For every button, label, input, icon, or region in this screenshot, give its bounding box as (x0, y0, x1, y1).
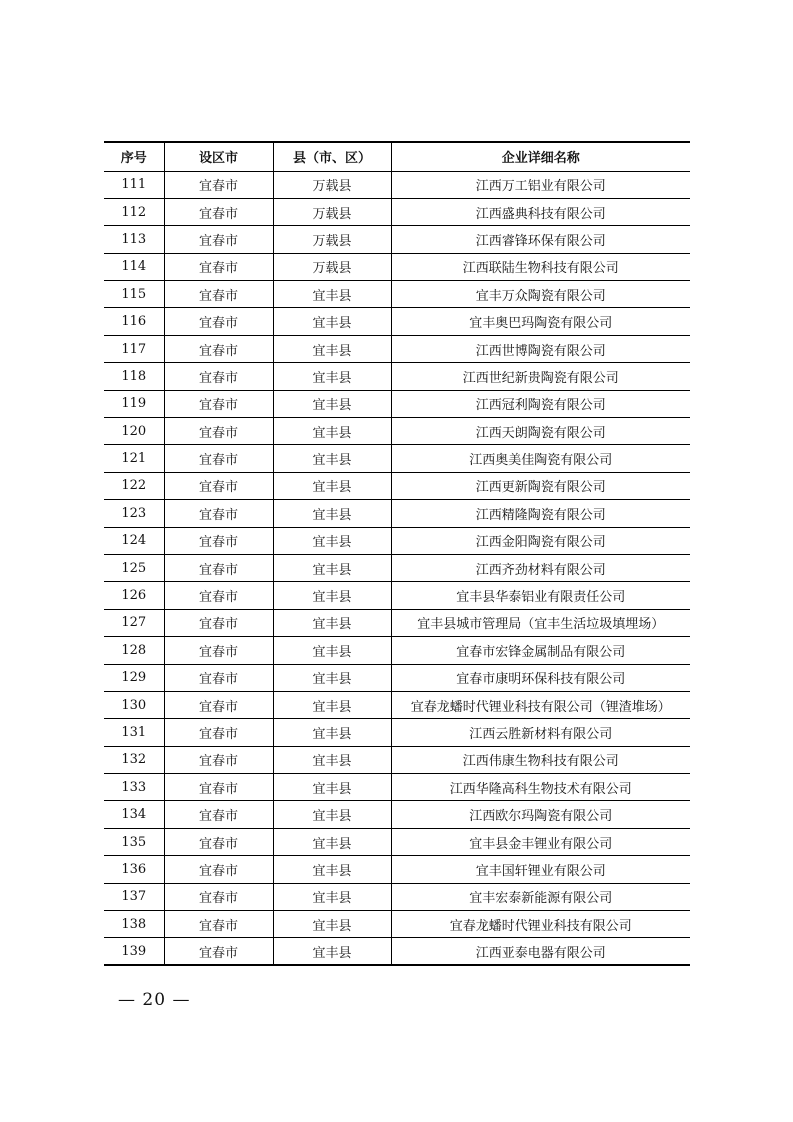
table-row (104, 801, 690, 828)
cell-city: 宜春市 (164, 527, 273, 554)
cell-city: 宜春市 (164, 500, 273, 527)
cell-city: 宜春市 (164, 198, 273, 225)
cell-company-name: 江西万工铝业有限公司 (391, 171, 690, 198)
cell-city: 宜春市 (164, 472, 273, 499)
cell-company-name: 江西世纪新贵陶瓷有限公司 (391, 363, 690, 390)
table-row (104, 527, 690, 554)
cell-serial-number: 128 (104, 637, 164, 664)
table-row (104, 554, 690, 581)
table-row (104, 390, 690, 417)
table-row (104, 582, 690, 609)
table-row (104, 883, 690, 910)
cell-city: 宜春市 (164, 253, 273, 280)
cell-county: 宜丰县 (273, 554, 391, 581)
cell-county: 宜丰县 (273, 774, 391, 801)
cell-city: 宜春市 (164, 445, 273, 472)
cell-company-name: 宜丰县城市管理局（宜丰生活垃圾填埋场） (391, 609, 690, 636)
cell-company-name: 江西亚泰电器有限公司 (391, 938, 690, 965)
cell-company-name: 江西奥美佳陶瓷有限公司 (391, 445, 690, 472)
cell-serial-number: 119 (104, 390, 164, 417)
cell-city: 宜春市 (164, 554, 273, 581)
cell-serial-number: 121 (104, 445, 164, 472)
cell-company-name: 宜丰万众陶瓷有限公司 (391, 281, 690, 308)
cell-serial-number: 117 (104, 335, 164, 362)
table-row (104, 938, 690, 965)
table-row (104, 472, 690, 499)
cell-city: 宜春市 (164, 637, 273, 664)
cell-company-name: 宜丰奥巴玛陶瓷有限公司 (391, 308, 690, 335)
cell-city: 宜春市 (164, 171, 273, 198)
enterprise-table (104, 141, 690, 966)
cell-city: 宜春市 (164, 883, 273, 910)
header-serial-number: 序号 (104, 142, 164, 171)
cell-serial-number: 127 (104, 609, 164, 636)
table-row (104, 253, 690, 280)
cell-county: 宜丰县 (273, 828, 391, 855)
cell-company-name: 宜春市宏锋金属制品有限公司 (391, 637, 690, 664)
cell-company-name: 江西精隆陶瓷有限公司 (391, 500, 690, 527)
cell-serial-number: 137 (104, 883, 164, 910)
cell-serial-number: 138 (104, 911, 164, 938)
cell-company-name: 江西更新陶瓷有限公司 (391, 472, 690, 499)
table-row (104, 911, 690, 938)
cell-county: 宜丰县 (273, 664, 391, 691)
cell-serial-number: 136 (104, 856, 164, 883)
cell-company-name: 江西联陆生物科技有限公司 (391, 253, 690, 280)
cell-county: 宜丰县 (273, 691, 391, 718)
table-row (104, 746, 690, 773)
cell-serial-number: 133 (104, 774, 164, 801)
cell-city: 宜春市 (164, 335, 273, 362)
table-row (104, 637, 690, 664)
cell-city: 宜春市 (164, 774, 273, 801)
cell-company-name: 江西天朗陶瓷有限公司 (391, 418, 690, 445)
cell-city: 宜春市 (164, 664, 273, 691)
table-row (104, 363, 690, 390)
cell-city: 宜春市 (164, 801, 273, 828)
table-row (104, 198, 690, 225)
cell-company-name: 江西冠利陶瓷有限公司 (391, 390, 690, 417)
cell-company-name: 江西睿锋环保有限公司 (391, 226, 690, 253)
table-body (104, 171, 690, 965)
cell-county: 宜丰县 (273, 746, 391, 773)
cell-county: 万载县 (273, 171, 391, 198)
cell-serial-number: 124 (104, 527, 164, 554)
cell-county: 宜丰县 (273, 938, 391, 965)
cell-company-name: 宜丰县金丰锂业有限公司 (391, 828, 690, 855)
cell-company-name: 宜春龙蟠时代锂业科技有限公司 (391, 911, 690, 938)
cell-company-name: 江西伟康生物科技有限公司 (391, 746, 690, 773)
cell-serial-number: 139 (104, 938, 164, 965)
table-row (104, 445, 690, 472)
cell-serial-number: 132 (104, 746, 164, 773)
table-row (104, 418, 690, 445)
cell-city: 宜春市 (164, 746, 273, 773)
page-number: — 20 — (118, 990, 191, 1010)
cell-serial-number: 129 (104, 664, 164, 691)
cell-company-name: 江西华隆高科生物技术有限公司 (391, 774, 690, 801)
cell-city: 宜春市 (164, 582, 273, 609)
table-row (104, 226, 690, 253)
cell-company-name: 江西齐劲材料有限公司 (391, 554, 690, 581)
table-row (104, 828, 690, 855)
table-row (104, 308, 690, 335)
table-row (104, 856, 690, 883)
cell-serial-number: 134 (104, 801, 164, 828)
cell-county: 宜丰县 (273, 418, 391, 445)
cell-city: 宜春市 (164, 226, 273, 253)
cell-serial-number: 114 (104, 253, 164, 280)
table-header-row (104, 142, 690, 171)
cell-county: 宜丰县 (273, 281, 391, 308)
cell-company-name: 宜丰县华泰铝业有限责任公司 (391, 582, 690, 609)
cell-city: 宜春市 (164, 911, 273, 938)
cell-county: 宜丰县 (273, 911, 391, 938)
cell-county: 宜丰县 (273, 719, 391, 746)
cell-county: 宜丰县 (273, 445, 391, 472)
cell-company-name: 江西盛典科技有限公司 (391, 198, 690, 225)
cell-county: 宜丰县 (273, 500, 391, 527)
cell-company-name: 宜丰宏泰新能源有限公司 (391, 883, 690, 910)
cell-county: 万载县 (273, 226, 391, 253)
cell-serial-number: 118 (104, 363, 164, 390)
cell-county: 宜丰县 (273, 609, 391, 636)
table-row (104, 281, 690, 308)
header-company-name: 企业详细名称 (391, 142, 690, 171)
table-row (104, 691, 690, 718)
cell-city: 宜春市 (164, 308, 273, 335)
cell-county: 宜丰县 (273, 801, 391, 828)
cell-county: 宜丰县 (273, 883, 391, 910)
table-row (104, 335, 690, 362)
cell-serial-number: 123 (104, 500, 164, 527)
table-row (104, 500, 690, 527)
cell-serial-number: 120 (104, 418, 164, 445)
cell-city: 宜春市 (164, 281, 273, 308)
cell-company-name: 江西欧尔玛陶瓷有限公司 (391, 801, 690, 828)
cell-company-name: 宜丰国轩锂业有限公司 (391, 856, 690, 883)
table-row (104, 774, 690, 801)
cell-serial-number: 130 (104, 691, 164, 718)
cell-company-name: 江西云胜新材料有限公司 (391, 719, 690, 746)
cell-city: 宜春市 (164, 691, 273, 718)
cell-county: 宜丰县 (273, 856, 391, 883)
cell-serial-number: 116 (104, 308, 164, 335)
cell-county: 宜丰县 (273, 390, 391, 417)
cell-serial-number: 135 (104, 828, 164, 855)
cell-serial-number: 112 (104, 198, 164, 225)
table-row (104, 609, 690, 636)
cell-county: 万载县 (273, 253, 391, 280)
cell-county: 宜丰县 (273, 363, 391, 390)
table-row (104, 664, 690, 691)
cell-city: 宜春市 (164, 856, 273, 883)
cell-serial-number: 115 (104, 281, 164, 308)
cell-county: 万载县 (273, 198, 391, 225)
cell-county: 宜丰县 (273, 527, 391, 554)
cell-serial-number: 131 (104, 719, 164, 746)
cell-county: 宜丰县 (273, 472, 391, 499)
cell-company-name: 宜春市康明环保科技有限公司 (391, 664, 690, 691)
cell-city: 宜春市 (164, 828, 273, 855)
cell-company-name: 江西世博陶瓷有限公司 (391, 335, 690, 362)
cell-city: 宜春市 (164, 609, 273, 636)
header-city: 设区市 (164, 142, 273, 171)
cell-serial-number: 122 (104, 472, 164, 499)
cell-county: 宜丰县 (273, 582, 391, 609)
cell-city: 宜春市 (164, 390, 273, 417)
cell-city: 宜春市 (164, 363, 273, 390)
cell-serial-number: 126 (104, 582, 164, 609)
cell-serial-number: 125 (104, 554, 164, 581)
cell-company-name: 宜春龙蟠时代锂业科技有限公司（锂渣堆场） (391, 691, 690, 718)
cell-city: 宜春市 (164, 719, 273, 746)
cell-county: 宜丰县 (273, 637, 391, 664)
cell-city: 宜春市 (164, 418, 273, 445)
header-county: 县（市、区） (273, 142, 391, 171)
cell-company-name: 江西金阳陶瓷有限公司 (391, 527, 690, 554)
cell-city: 宜春市 (164, 938, 273, 965)
cell-county: 宜丰县 (273, 308, 391, 335)
table-row (104, 719, 690, 746)
cell-serial-number: 113 (104, 226, 164, 253)
cell-county: 宜丰县 (273, 335, 391, 362)
table-row (104, 171, 690, 198)
cell-serial-number: 111 (104, 171, 164, 198)
